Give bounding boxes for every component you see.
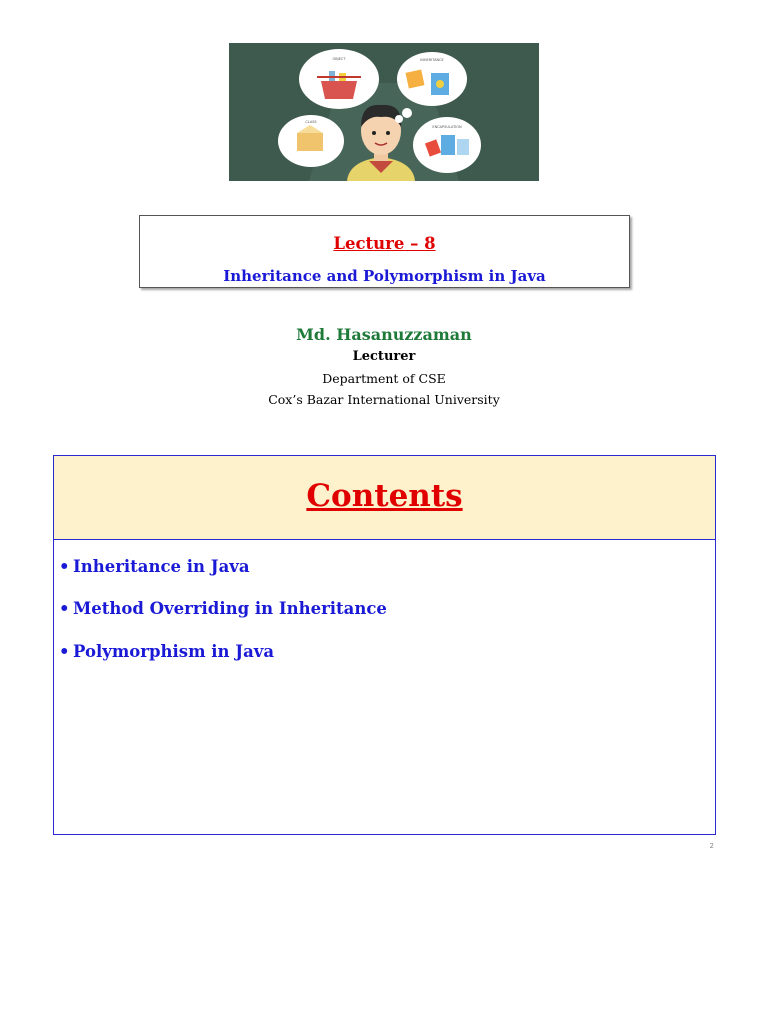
contents-header — [54, 456, 715, 540]
svg-text:ENCAPSULATION: ENCAPSULATION — [432, 125, 462, 129]
inheritance-bubble — [397, 52, 467, 106]
svg-text:CLASS: CLASS — [305, 120, 317, 124]
hero-illustration — [229, 43, 539, 181]
lecture-title-box — [139, 215, 630, 288]
svg-text:INHERITANCE: INHERITANCE — [420, 58, 444, 62]
author-role: Lecturer — [352, 349, 416, 364]
contents-heading: Contents — [306, 478, 463, 514]
contents-item-label: Inheritance in Java — [73, 557, 250, 576]
encapsulation-bubble — [413, 117, 481, 173]
author-department: Department of CSE — [322, 371, 446, 386]
bullet-icon: • — [59, 557, 70, 576]
author-name: Md. Hasanuzzaman — [296, 325, 472, 344]
lecture-number: Lecture – 8 — [333, 234, 436, 253]
list-item — [59, 599, 387, 618]
class-bubble — [278, 115, 344, 167]
object-bubble — [299, 49, 379, 109]
oop-concepts-illustration — [229, 43, 539, 181]
author-university: Cox’s Bazar International University — [268, 392, 500, 407]
bullet-icon: • — [59, 642, 70, 661]
contents-item-label: Polymorphism in Java — [73, 642, 275, 661]
contents-item-label: Method Overriding in Inheritance — [73, 599, 387, 618]
list-item — [59, 642, 274, 661]
bullet-icon: • — [59, 599, 70, 618]
lecture-title: Inheritance and Polymorphism in Java — [223, 267, 546, 285]
svg-text:OBJECT: OBJECT — [332, 57, 346, 61]
page-number: 2 — [709, 842, 714, 850]
contents-box — [53, 455, 716, 835]
list-item — [59, 557, 250, 576]
